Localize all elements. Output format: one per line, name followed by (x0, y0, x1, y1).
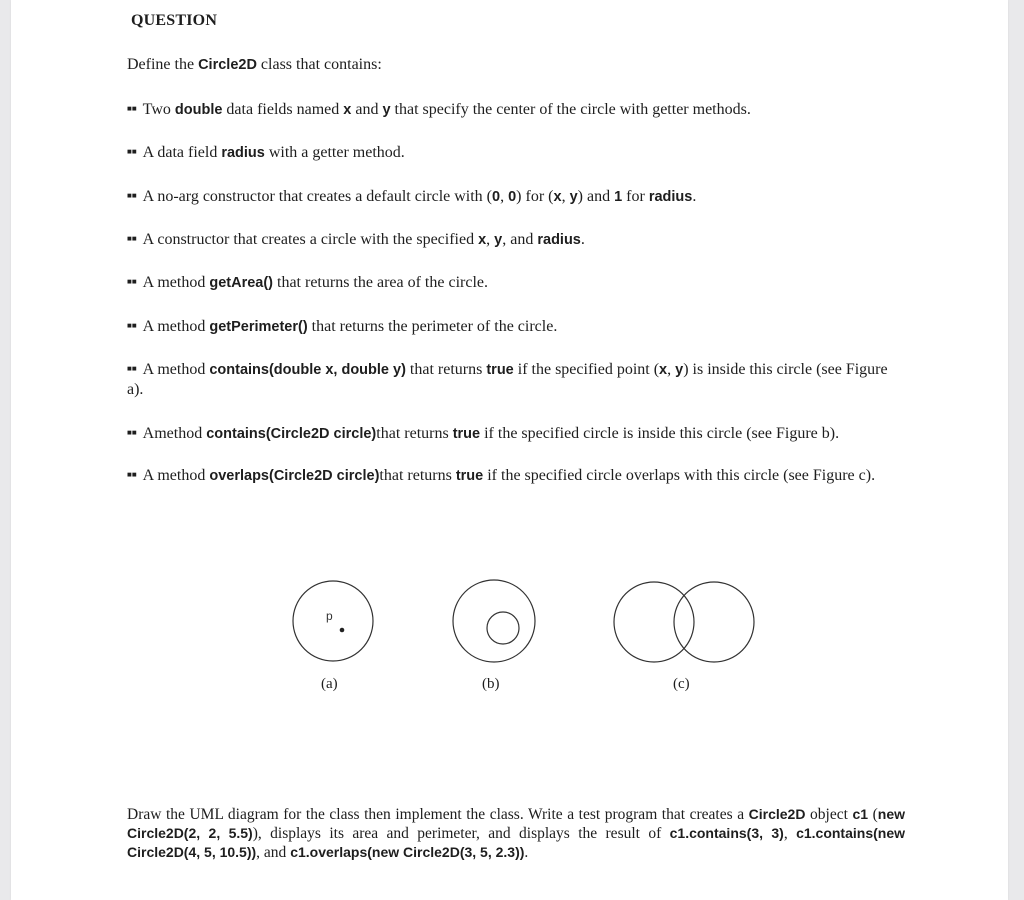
bold-term: true (455, 468, 484, 484)
bullet-icon: ■■ (127, 277, 137, 286)
intro-post: class that contains: (256, 56, 382, 73)
text-run: object (805, 806, 853, 823)
text-run: A data field (142, 144, 222, 161)
text-run: , (667, 361, 676, 378)
intro-class-name: Circle2D (198, 57, 257, 73)
text-run: that returns (376, 425, 453, 442)
bullet-icon: ■■ (127, 104, 137, 113)
closing-instructions (127, 805, 905, 862)
text-run: data fields named (222, 101, 344, 118)
bold-term: x (478, 232, 487, 248)
bold-term: c1 (852, 806, 869, 822)
figures-diagram (271, 578, 771, 708)
figure-a-point (340, 628, 345, 633)
text-run: ( (868, 806, 878, 823)
bullet-icon: ■■ (127, 428, 137, 437)
bold-term: contains(Circle2D circle) (206, 426, 377, 442)
text-run: if the specified circle overlaps with this circle (see Figure c). (483, 467, 876, 484)
text-run: . (692, 188, 697, 205)
text-run: , (783, 825, 797, 842)
bullet-icon: ■■ (127, 470, 137, 479)
bold-term: 1 (614, 189, 623, 205)
text-run: for (622, 188, 649, 205)
text-run: Amethod (142, 425, 207, 442)
bold-term: getArea() (209, 275, 273, 291)
bold-term: Circle2D (748, 806, 806, 822)
bullet-icon: ■■ (127, 191, 137, 200)
bold-term: y (382, 102, 391, 118)
figure-b-caption: (b) (482, 676, 500, 692)
text-run: A constructor that creates a circle with the specified (142, 231, 479, 248)
text-run: that specify the center of the circle with getter methods. (390, 101, 751, 118)
bullet-icon: ■■ (127, 234, 137, 243)
figure-a (293, 581, 373, 661)
figure-c-right-circle (674, 582, 754, 662)
text-run: ), displays its area and perimeter, and displays the result of (252, 825, 670, 842)
text-run: ) for ( (516, 188, 554, 205)
bold-term: x (343, 102, 352, 118)
bold-term: y (569, 189, 578, 205)
bold-term: y (675, 362, 684, 378)
text-run: , (500, 188, 509, 205)
bullet-icon: ■■ (127, 364, 137, 373)
text-run: that returns the perimeter of the circle. (307, 318, 558, 335)
text-run: A method (142, 274, 210, 291)
figures-area (271, 578, 771, 708)
bullet-item (127, 99, 907, 120)
figure-c (614, 582, 754, 662)
bold-term: radius (648, 189, 693, 205)
figure-a-caption: (a) (321, 676, 338, 692)
intro-pre: Define the (127, 56, 199, 73)
text-run: and (351, 101, 383, 118)
text-run: A method (142, 361, 210, 378)
text-run: that returns (405, 361, 487, 378)
text-run: if the specified point ( (513, 361, 660, 378)
figure-c-left-circle (614, 582, 694, 662)
text-run: , (486, 231, 495, 248)
text-run: ) is inside this circle (see Figure a). (127, 361, 888, 398)
figure-b (453, 580, 535, 662)
bullet-item (127, 272, 907, 293)
bullet-item (127, 465, 907, 486)
figure-a-circle (293, 581, 373, 661)
bold-term: radius (221, 145, 265, 161)
bold-term: 0 (508, 189, 517, 205)
bold-term: x (659, 362, 668, 378)
bold-term: y (494, 232, 503, 248)
figure-a-point-label: p (326, 609, 333, 623)
bullet-item (127, 316, 907, 337)
bold-term: true (452, 426, 481, 442)
bold-term: overlaps(Circle2D circle) (209, 468, 380, 484)
bold-term: c1.contains(new Circle2D(4, 5, 10.5)) (127, 825, 905, 860)
bullet-icon: ■■ (127, 147, 137, 156)
text-run: A method (142, 318, 210, 335)
bold-term: contains(double x, double y) (209, 362, 406, 378)
text-run: , and (502, 231, 538, 248)
bold-term: double (174, 102, 223, 118)
intro-sentence (127, 56, 382, 74)
bold-term: c1.contains(3, 3) (669, 825, 784, 841)
bullet-item (127, 186, 907, 207)
text-run: A method (142, 467, 210, 484)
bold-term: getPerimeter() (209, 319, 308, 335)
bold-term: 0 (492, 189, 501, 205)
bullet-item (127, 359, 907, 399)
bold-term: radius (537, 232, 581, 248)
bold-term: x (553, 189, 562, 205)
text-run: . (524, 844, 529, 861)
text-run: that returns (379, 467, 456, 484)
text-run: if the specified circle is inside this circle (see Figure b). (480, 425, 840, 442)
bold-term: true (486, 362, 514, 378)
figure-c-caption: (c) (673, 676, 690, 692)
bullet-item (127, 423, 907, 444)
document-page (11, 0, 1008, 900)
figure-b-outer-circle (453, 580, 535, 662)
bullet-icon: ■■ (127, 321, 137, 330)
text-run: , (561, 188, 570, 205)
bold-term: new Circle2D(2, 2, 5.5) (127, 806, 905, 841)
text-run: . (580, 231, 585, 248)
text-run: , and (256, 844, 291, 861)
text-run: that returns the area of the circle. (273, 274, 488, 291)
text-run: A no-arg constructor that creates a default circle with ( (142, 188, 493, 205)
bold-term: c1.overlaps(new Circle2D(3, 5, 2.3)) (290, 844, 525, 860)
bullet-item (127, 229, 907, 250)
page-title: QUESTION (131, 12, 218, 29)
text-run: ) and (577, 188, 615, 205)
figure-b-inner-circle (487, 612, 519, 644)
bullet-item (127, 142, 907, 163)
text-run: with a getter method. (264, 144, 405, 161)
text-run: Two (142, 101, 175, 118)
text-run: Draw the UML diagram for the class then implement the class. Write a test program that creates a (127, 806, 749, 823)
